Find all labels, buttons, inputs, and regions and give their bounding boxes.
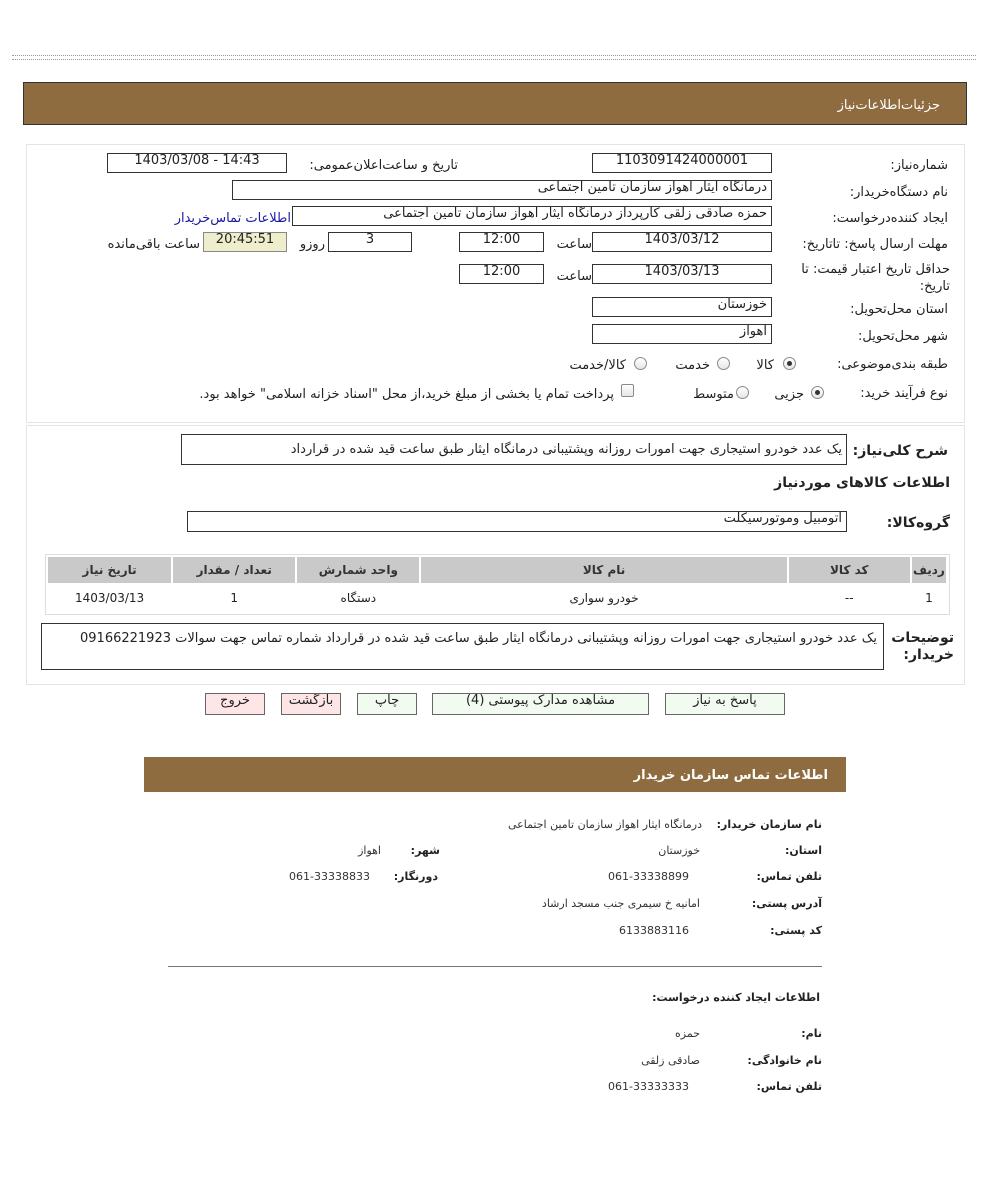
back-button[interactable]: بازگشت xyxy=(281,693,341,715)
creator-family-value: صادقی زلقی xyxy=(641,1054,700,1067)
page-title: جزئیات‌اطلاعات‌نیاز xyxy=(837,98,940,113)
creator-family-label: نام خانوادگی: xyxy=(747,1054,822,1067)
treasury-payment-note: پرداخت تمام یا بخشی از مبلغ خرید،از محل "اسناد خزانه اسلامی" خواهد بود. xyxy=(199,387,614,402)
col-row-number: ردیف xyxy=(912,557,946,583)
category-radio-service[interactable] xyxy=(717,357,730,370)
validity-label-text: حداقل تاریخ اعتبار قیمت: تا تاریخ: xyxy=(801,262,950,294)
category-radio-goods[interactable] xyxy=(783,357,796,370)
summary-label: شرح کلی‌نیاز: xyxy=(852,443,948,459)
top-divider xyxy=(12,55,976,60)
contact-fax-label: دورنگار: xyxy=(393,870,438,883)
buyer-field: درمانگاه ایثار اهواز سازمان تامین اجتماعی xyxy=(232,180,772,200)
remaining-time-field: 20:45:51 xyxy=(203,232,287,252)
process-option-medium: متوسط xyxy=(693,387,734,402)
deadline-time-label: ساعت xyxy=(556,237,592,252)
creator-info-title: اطلاعات ایجاد کننده درخواست: xyxy=(652,991,820,1004)
contact-divider xyxy=(168,966,822,967)
remaining-label: ساعت باقی‌مانده xyxy=(107,237,200,252)
contact-phone-label: تلفن تماس: xyxy=(756,870,822,883)
days-label: روزو xyxy=(299,237,325,252)
creator-label: ایجاد کننده‌درخواست: xyxy=(832,211,948,226)
treasury-payment-checkbox[interactable] xyxy=(621,384,634,397)
contact-title: اطلاعات تماس سازمان خریدار xyxy=(633,768,828,783)
buyer-contact-link[interactable]: اطلاعات تماس‌خریدار xyxy=(174,211,291,226)
cell-item-code: -- xyxy=(844,591,854,605)
contact-org-label: نام سازمان خریدار: xyxy=(716,818,822,831)
contact-address-value: امانیه خ سیمری جنب مسجد ارشاد xyxy=(541,897,700,910)
process-label: نوع فرآیند خرید: xyxy=(860,386,948,401)
cell-need-date: 1403/03/13 xyxy=(75,591,145,605)
contact-city-value: اهواز xyxy=(358,844,381,857)
category-radio-goods-service[interactable] xyxy=(634,357,647,370)
cell-row-number: 1 xyxy=(925,591,933,605)
buyer-notes-label: توضیحات خریدار: xyxy=(891,630,954,663)
table-row xyxy=(48,585,946,611)
announce-field: 1403/03/08 - 14:43 xyxy=(107,153,287,173)
city-label: شهر محل‌تحویل: xyxy=(858,329,948,344)
need-number-label: شماره‌نیاز: xyxy=(890,158,948,173)
attachments-button[interactable]: مشاهده مدارک پیوستی (4) xyxy=(432,693,649,715)
validity-label xyxy=(790,261,950,295)
need-number-field: 1103091424000001 xyxy=(592,153,772,173)
goods-section-title: اطلاعات کالاهای مورد‌نیاز xyxy=(774,475,950,491)
validity-date-field: 1403/03/13 xyxy=(592,264,772,284)
contact-city-label: شهر: xyxy=(410,844,440,857)
exit-button[interactable]: خروج xyxy=(205,693,265,715)
category-option-service: خدمت xyxy=(675,358,710,373)
creator-phone-label: تلفن تماس: xyxy=(756,1080,822,1093)
process-option-minor: جزیی xyxy=(774,387,804,402)
deadline-date-field: 1403/03/12 xyxy=(592,232,772,252)
creator-name-value: حمزه xyxy=(675,1027,700,1040)
buyer-notes-field: یک عدد خودرو استیجاری جهت امورات روزانه وپشتیبانی درمانگاه ایثار طبق ساعت قید شده در قرارداد شماره تماس جهت سوالات 09166221923 xyxy=(41,623,884,670)
category-option-goods-service: کالا/خدمت xyxy=(569,358,626,373)
goods-group-label: گروه‌کالا: xyxy=(886,515,950,531)
deadline-label: مهلت ارسال پاسخ: تاتاریخ: xyxy=(802,237,948,252)
province-field: خوزستان xyxy=(592,297,772,317)
category-label: طبقه بندی‌موضوعی: xyxy=(837,357,948,372)
col-item-code: کد کالا xyxy=(789,557,910,583)
col-quantity: تعداد / مقدار xyxy=(173,557,295,583)
city-field: اهواز xyxy=(592,324,772,344)
contact-phone-value: 061-33338899 xyxy=(608,870,689,883)
creator-name-label: نام: xyxy=(801,1027,822,1040)
contact-province-label: استان: xyxy=(785,844,822,857)
goods-table xyxy=(46,555,948,613)
contact-header xyxy=(144,757,846,792)
goods-group-field: اتومبیل وموتورسیکلت xyxy=(187,511,847,532)
print-button[interactable]: چاپ xyxy=(357,693,417,715)
announce-label: تاریخ و ساعت‌اعلان‌عمومی: xyxy=(309,158,458,173)
col-unit: واحد شمارش xyxy=(297,557,419,583)
cell-unit: دستگاه xyxy=(340,591,377,605)
contact-province-value: خوزستان xyxy=(658,844,700,857)
summary-field: یک عدد خودرو استیجاری جهت امورات روزانه وپشتیبانی درمانگاه ایثار طبق ساعت قید شده در قرارداد xyxy=(181,434,847,465)
col-item-name: نام کالا xyxy=(421,557,786,583)
col-need-date: تاریخ نیاز xyxy=(48,557,171,583)
contact-address-label: آدرس پستی: xyxy=(751,897,822,910)
reply-button[interactable]: پاسخ به نیاز xyxy=(665,693,785,715)
contact-org-value: درمانگاه ایثار اهواز سازمان تامین اجتماعی xyxy=(507,818,702,831)
contact-postal-value: 6133883116 xyxy=(619,924,689,937)
validity-time-label: ساعت xyxy=(556,269,592,284)
validity-time-field: 12:00 xyxy=(459,264,544,284)
contact-fax-value: 061-33338833 xyxy=(289,870,370,883)
creator-phone-value: 061-33333333 xyxy=(608,1080,689,1093)
cell-quantity: 1 xyxy=(230,591,239,605)
goods-table-header xyxy=(48,557,946,583)
days-field: 3 xyxy=(328,232,412,252)
buyer-label: نام دستگاه‌خریدار: xyxy=(849,185,948,200)
contact-postal-label: کد پستی: xyxy=(770,924,822,937)
process-radio-medium[interactable] xyxy=(736,386,749,399)
province-label: استان محل‌تحویل: xyxy=(850,302,948,317)
page-header xyxy=(23,82,967,125)
cell-item-name: خودرو سواری xyxy=(569,591,639,605)
deadline-time-field: 12:00 xyxy=(459,232,544,252)
category-option-goods: کالا xyxy=(756,358,774,373)
creator-field: حمزه صادقی زلقی کارپرداز درمانگاه ایثار اهواز سازمان تامین اجتماعی xyxy=(292,206,772,226)
process-radio-minor[interactable] xyxy=(811,386,824,399)
